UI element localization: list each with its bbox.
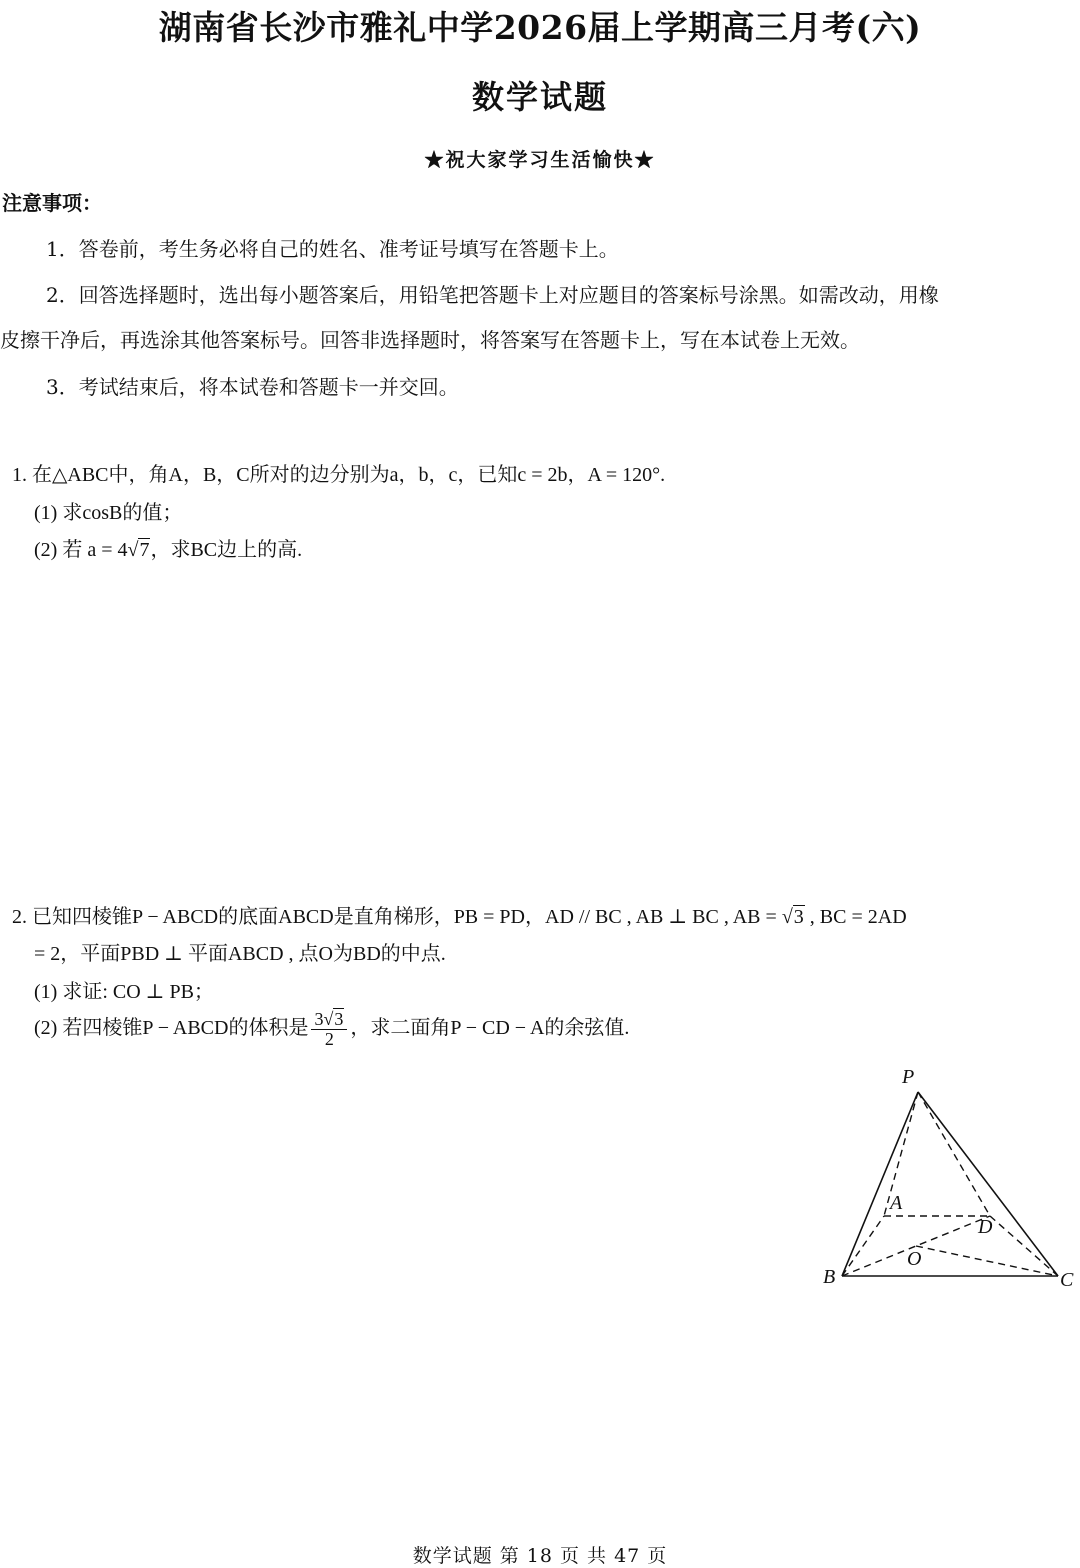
sqrt-radicand: 3 <box>793 906 804 928</box>
segment-oc <box>916 1246 1058 1276</box>
q2-stem-line-1 <box>12 900 907 929</box>
label-b: B <box>823 1266 836 1288</box>
sqrt-expression: √7 <box>127 539 150 561</box>
q2-stem-lead: 2. 已知四棱锥P − ABCD的底面ABCD是直角梯形，PB = PD，AD // BC , AB ⊥ BC , AB = <box>12 906 782 928</box>
q1-part-1: (1) 求cosB的值； <box>34 502 183 524</box>
page-subtitle: 数学试题 <box>471 78 608 116</box>
notice-item-2-line-1: 2．回答选择题时，选出每小题答案后，用铅笔把答题卡上对应题目的答案标号涂黑。如需改动，用橡 <box>46 283 939 307</box>
q2-part-2 <box>34 1010 629 1049</box>
q1-stem: 1. 在△ABC中，角A，B，C所对的边分别为a，b，c，已知c = 2b，A = 120°. <box>12 464 666 486</box>
notice-item-2-line-2: 皮擦干净后，再选涂其他答案标号。回答非选择题时，将答案写在答题卡上，写在本试卷上无效。 <box>0 328 860 352</box>
label-a: A <box>890 1192 903 1214</box>
q1-part-2-tail: ，求BC边上的高. <box>150 539 303 561</box>
label-o: O <box>907 1248 922 1270</box>
page-footer: 数学试题 第 18 页 共 47 页 <box>412 1545 668 1567</box>
q2-part-2-tail: ，求二面角P − CD − A的余弦值. <box>350 1016 630 1039</box>
label-d: D <box>978 1216 993 1238</box>
q1-part-2-lead: (2) 若 a = 4 <box>34 539 128 561</box>
notice-item-1: 1．答卷前，考生务必将自己的姓名、准考证号填写在答题卡上。 <box>46 237 619 261</box>
sqrt-radicand: 7 <box>139 539 150 561</box>
sqrt-expression: √3 <box>781 906 804 928</box>
edge-dc <box>990 1216 1058 1276</box>
edge-pc <box>918 1092 1058 1276</box>
fraction-denominator: 2 <box>324 1028 334 1049</box>
label-p: P <box>902 1066 915 1088</box>
q2-stem-line-2: = 2，平面PBD ⊥ 平面ABCD , 点O为BD的中点. <box>34 943 446 965</box>
edge-pd <box>918 1092 990 1216</box>
q2-part-2-lead: (2) 若四棱锥P − ABCD的体积是 <box>34 1016 309 1039</box>
notice-item-3: 3．考试结束后，将本试卷和答题卡一并交回。 <box>46 375 459 399</box>
label-c: C <box>1060 1269 1074 1291</box>
volume-fraction <box>311 1010 347 1049</box>
q2-stem-tail: , BC = 2AD <box>804 906 907 928</box>
q2-part-1: (1) 求证: CO ⊥ PB； <box>34 981 214 1003</box>
page-title: 湖南省长沙市雅礼中学2026届上学期高三月考(六) <box>158 8 922 47</box>
pyramid-figure <box>800 1060 1080 1300</box>
q1-part-2 <box>34 533 302 562</box>
blessing-line: ★祝大家学习生活愉快★ <box>424 149 656 171</box>
notice-heading: 注意事项： <box>2 191 102 215</box>
fraction-numerator: 3√3 <box>311 1010 347 1030</box>
